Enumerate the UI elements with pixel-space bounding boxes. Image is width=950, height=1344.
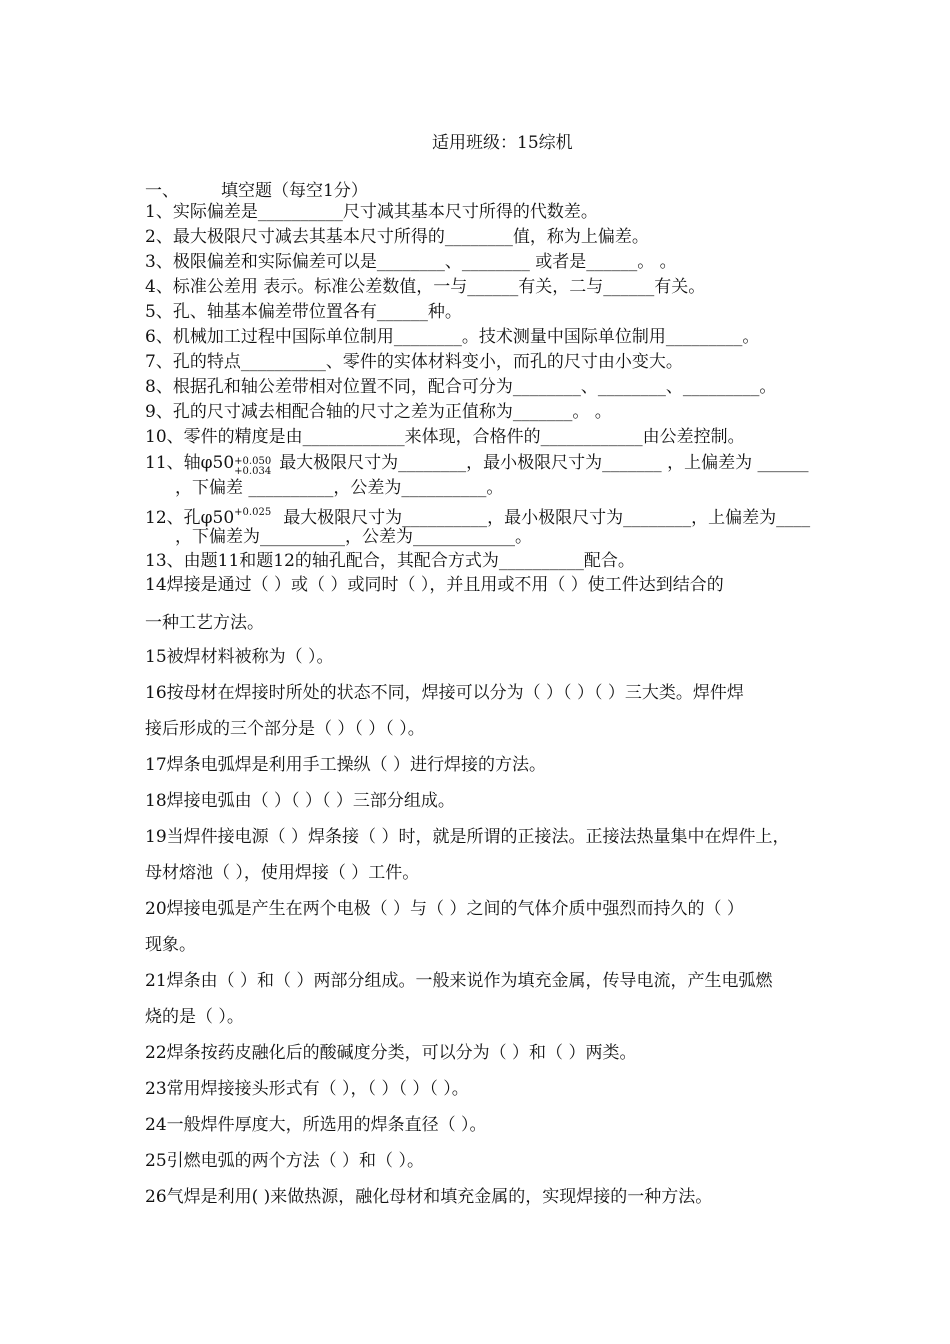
section-heading (145, 176, 368, 201)
question-9: 9、孔的尺寸减去相配合轴的尺寸之差为正值称为_______。 。 (145, 402, 612, 422)
question-10: 10、零件的精度是由____________来体现，合格件的____________由公差控制。 (145, 427, 745, 447)
question-4: 4、标准公差用 表示。标准公差数值，一与______有关，二与______有关。 (145, 277, 706, 297)
welding-line-2: 一种工艺方法。 (145, 613, 264, 633)
welding-line-18: 26气焊是利用( )来做热源，融化母材和填充金属的，实现焊接的一种方法。 (145, 1187, 713, 1207)
welding-line-10: 20焊接电弧是产生在两个电极（ ）与（ ）之间的气体介质中强烈而持久的（ ） (145, 899, 744, 919)
welding-line-15: 23常用焊接接头形式有（ ），（ ）（ ）（ ）。 (145, 1079, 469, 1099)
question-2: 2、最大极限尺寸减去其基本尺寸所得的________值，称为上偏差。 (145, 227, 649, 247)
class-line: 适用班级：15综机 (432, 133, 573, 153)
question-11-line2: ，下偏差 __________，公差为__________。 (175, 478, 504, 498)
welding-line-11: 现象。 (145, 935, 196, 955)
welding-line-3: 15被焊材料被称为（ ）。 (145, 647, 334, 667)
welding-line-6: 17焊条电弧焊是利用手工操纵（ ）进行焊接的方法。 (145, 755, 547, 775)
q11-tolerance (234, 457, 271, 477)
question-12 (145, 503, 810, 528)
q12-prefix: 12、孔φ50 (145, 508, 235, 528)
welding-line-12: 21焊条由（ ）和（ ）两部分组成。一般来说作为填充金属，传导电流，产生电弧燃 (145, 971, 773, 991)
section-title: 填空题（每空1分） (221, 181, 368, 201)
q12-upper-deviation: +0.025 (234, 507, 272, 518)
welding-line-7: 18焊接电弧由（ ）（ ）（ ）三部分组成。 (145, 791, 455, 811)
welding-line-5: 接后形成的三个部分是（ ）（ ）（ ）。 (145, 719, 425, 739)
question-3: 3、极限偏差和实际偏差可以是________、________ 或者是______。 。 (145, 252, 677, 272)
welding-line-1: 14焊接是通过（ ）或（ ）或同时（ ），并且用或不用（ ）使工件达到结合的 (145, 575, 724, 595)
q11-text: 最大极限尺寸为________，最小极限尺寸为_______ ，上偏差为 ______ (279, 453, 809, 473)
question-7: 7、孔的特点__________、零件的实体材料变小，而孔的尺寸由小变大。 (145, 352, 683, 372)
question-6: 6、机械加工过程中国际单位制用________。技术测量中国际单位制用_________。 (145, 327, 760, 347)
question-12-line2: ，下偏差为__________，公差为____________。 (175, 527, 532, 547)
welding-line-16: 24一般焊件厚度大，所选用的焊条直径（ ）。 (145, 1115, 487, 1135)
welding-line-4: 16按母材在焊接时所处的状态不同，焊接可以分为（ ）（ ）（ ）三大类。焊件焊 (145, 683, 744, 703)
q11-prefix: 11、轴φ50 (145, 453, 235, 473)
question-11 (145, 453, 809, 477)
welding-line-17: 25引燃电弧的两个方法（ ）和（ ）。 (145, 1151, 424, 1171)
welding-line-9: 母材熔池（ ），使用焊接（ ）工件。 (145, 863, 420, 883)
question-5: 5、孔、轴基本偏差带位置各有______种。 (145, 302, 462, 322)
q12-text: 最大极限尺寸为__________，最小极限尺寸为________，上偏差为____ (283, 508, 811, 528)
question-13: 13、由题11和题12的轴孔配合，其配合方式为__________配合。 (145, 551, 635, 571)
section-number: 一、 (145, 181, 179, 201)
question-1: 1、实际偏差是__________尺寸减其基本尺寸所得的代数差。 (145, 202, 598, 222)
question-8: 8、根据孔和轴公差带相对位置不同，配合可分为________、________、_________。 (145, 377, 777, 397)
q11-upper-deviation: +0.050 (234, 456, 272, 467)
welding-line-8: 19当焊件接电源（ ）焊条接（ ）时，就是所谓的正接法。正接法热量集中在焊件上， (145, 827, 790, 847)
welding-line-14: 22焊条按药皮融化后的酸碱度分类，可以分为（ ）和（ ）两类。 (145, 1043, 637, 1063)
welding-line-13: 烧的是（ ）。 (145, 1007, 244, 1027)
q11-lower-deviation: +0.034 (234, 466, 272, 477)
